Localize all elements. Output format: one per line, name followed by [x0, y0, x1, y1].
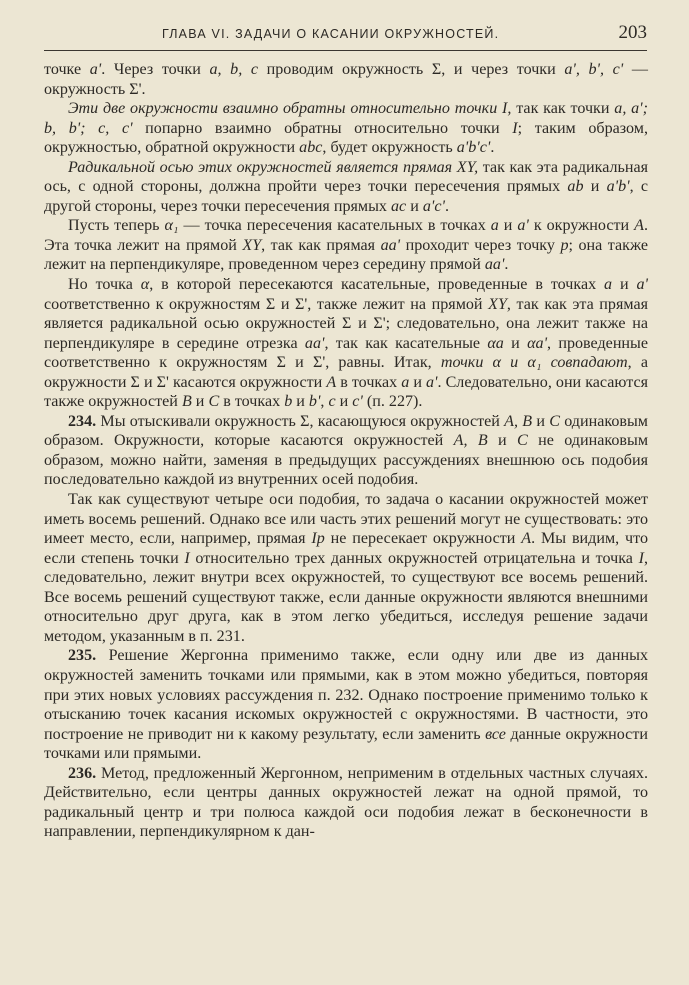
text-run: и — [498, 217, 518, 235]
paragraph — [44, 99, 648, 158]
italic-text: C — [549, 412, 560, 430]
italic-text: A — [521, 530, 532, 548]
text-run: не пересекает окружности — [324, 530, 522, 548]
italic-text: ac — [390, 197, 407, 215]
text-run: и — [409, 373, 426, 391]
italic-text: aa' — [304, 334, 325, 352]
italic-text: C — [517, 432, 528, 450]
text-run: точке — [44, 61, 90, 78]
text-run: и — [532, 412, 550, 430]
text-run: , проведенные соответственно к окружностям Σ и Σ', равны. Итак, — [44, 334, 649, 372]
text-run: и — [583, 178, 607, 196]
italic-text: aa' — [484, 256, 505, 274]
text-run: , следовательно, лежит внутри всех окружностей, то существуют все восемь решений. Все восемь решений существуют также, если данные окружности являются внешними относительно друг друга, как в этом легко убедиться, исследуя решение задачи методом, указанным в п. 231. — [44, 549, 649, 645]
text-run: , будет окружность — [322, 139, 457, 157]
italic-text: I — [512, 119, 518, 137]
italic-text: α₁ — [164, 217, 179, 235]
section-number: 235. — [68, 647, 97, 665]
text-run: Метод, предложенный Жергонном, неприменим в отдельных частных случаях. Действительно, если центры данных окружностей лежат на одной прямой, то радикальный центр и три полюса каждой оси подобия лежат в бесконечности в направлении, перпендикулярном к дан- — [44, 764, 648, 841]
text-run: . Следовательно, они касаются также окружностей — [44, 373, 648, 411]
text-run: . — [444, 197, 449, 215]
text-run: Но точка — [68, 276, 141, 294]
italic-text: a — [401, 373, 410, 391]
italic-text: c' — [352, 393, 363, 411]
text-run: к окружности — [528, 217, 635, 235]
paragraph — [44, 646, 648, 763]
italic-text: b — [284, 393, 293, 411]
italic-text: A, B — [453, 432, 488, 450]
text-run: . — [504, 256, 509, 274]
italic-text: a, b, c — [209, 61, 259, 78]
italic-text: все — [485, 725, 506, 743]
italic-text: a'b'c' — [456, 139, 491, 157]
text-run: . — [490, 139, 495, 157]
text-run: и — [191, 393, 209, 411]
italic-text: a, a'; b, b'; c, c' — [44, 100, 648, 137]
italic-text: A, B — [504, 412, 533, 430]
text-run: и — [335, 393, 353, 411]
page-number: 203 — [618, 22, 647, 43]
paragraph — [44, 764, 648, 842]
italic-text: XY — [242, 236, 262, 254]
text-run: и — [292, 393, 309, 411]
italic-text: a' — [426, 373, 438, 391]
paragraph — [44, 60, 648, 99]
text-run: относительно трех данных окружностей отрицательна и точка — [189, 549, 639, 567]
italic-text: abc — [299, 139, 323, 157]
italic-text: αa — [487, 334, 504, 352]
section-number: 234. — [68, 412, 97, 430]
text-run: . Мы видим, что если степень точки — [44, 530, 648, 567]
text-run: проводим окружность Σ, и через точки — [258, 61, 565, 78]
text-run: , — [320, 393, 329, 411]
italic-text: aa' — [380, 236, 401, 254]
italic-text: a' — [89, 61, 102, 78]
italic-text: a' — [636, 276, 648, 294]
paragraph — [44, 275, 648, 412]
paragraph — [44, 412, 648, 490]
text-run: , а окружности Σ и Σ' касаются окружности — [44, 354, 648, 391]
text-run: , с другой стороны, через точки пересечения прямых — [44, 178, 648, 215]
text-run: . Эта точка лежит на прямой — [44, 217, 648, 254]
italic-text: b' — [308, 393, 321, 411]
italic-text: a — [490, 217, 499, 235]
page-header — [44, 22, 647, 51]
text-run: , так как касательные — [324, 334, 488, 352]
italic-text: p — [560, 236, 569, 254]
text-run: и — [487, 432, 518, 450]
italic-text: a', b', c' — [564, 61, 624, 78]
text-run: . Через точки — [101, 61, 210, 78]
paragraph — [44, 216, 648, 275]
italic-text: ab — [567, 178, 584, 196]
body-text — [44, 60, 648, 842]
text-run: в точках — [219, 393, 285, 411]
text-run: и — [406, 197, 423, 215]
italic-text: a'b' — [606, 178, 630, 196]
text-run: (п. 227). — [362, 393, 423, 411]
italic-text: A — [326, 373, 337, 391]
italic-text: Эти две окружности взаимно обратны относительно точки I, — [68, 100, 512, 118]
text-run: — точка пересечения касательных в точках — [178, 217, 491, 235]
text-run: соответственно к окружностям Σ и Σ', также лежит на прямой — [44, 295, 489, 313]
italic-text: a'c' — [422, 197, 445, 215]
text-run: , так как прямая — [261, 236, 381, 254]
italic-text: B — [181, 393, 192, 411]
italic-text: XY — [488, 295, 507, 313]
text-run: Пусть теперь — [68, 217, 165, 235]
paragraph — [44, 158, 648, 217]
text-run: и — [612, 276, 637, 294]
text-run: ; таким образом, окружностью, обратной окружности — [44, 119, 648, 157]
italic-text: A — [634, 217, 644, 235]
text-run: Мы отыскивали окружность Σ, касающуюся окружностей — [96, 412, 505, 430]
section-number: 236. — [68, 764, 97, 782]
italic-text: a' — [517, 217, 529, 235]
text-run: так как точки — [511, 100, 615, 118]
italic-text: C — [208, 393, 220, 411]
italic-text: c — [328, 393, 336, 411]
italic-text: Радикальной осью этих окружностей является прямая XY, — [68, 158, 479, 176]
text-run: ; она также лежит на перпендикуляре, проведенном через середину прямой — [44, 236, 648, 274]
italic-text: I — [638, 549, 644, 567]
text-run: одинаковым образом. Окружности, которые касаются окружностей — [44, 412, 648, 450]
text-run: в точках — [336, 373, 402, 391]
italic-text: Ip — [311, 530, 325, 548]
text-run: данные окружности точками или прямыми. — [44, 725, 648, 763]
text-run: , в которой пересекаются касательные, проведенные в точках — [149, 276, 605, 294]
italic-text: a — [604, 276, 613, 294]
text-run: и — [503, 334, 528, 352]
italic-text: α — [140, 276, 150, 294]
running-head: ГЛАВА VI. ЗАДАЧИ О КАСАНИИ ОКРУЖНОСТЕЙ. — [162, 27, 500, 41]
italic-text: αa' — [527, 334, 548, 352]
italic-text: I — [184, 549, 190, 567]
paragraph — [44, 490, 648, 646]
text-run: не одинаковым образом, можно найти, заменяя в предыдущих рассуждениях внешнюю ось подобия последовательно каждой из внутренних осей подобия. — [44, 432, 649, 489]
text-run: так как эта радикальная ось, с одной стороны, должна пройти через точки пересечения прямых — [44, 158, 649, 196]
text-run: попарно взаимно обратны относительно точки — [132, 119, 513, 137]
text-run: — окружность Σ'. — [44, 61, 648, 98]
text-run: Так как существуют четыре оси подобия, то задача о касании окружностей может иметь восемь решений. Однако все или часть этих решений могут не существовать: это имеет место, если, например, прямая — [44, 491, 648, 548]
text-run: , так как эта прямая является радикальной осью окружностей Σ и Σ'; следовательно, она лежит также на перпендикуляре в середине отрезка — [44, 295, 648, 352]
text-run: Решение Жергонна применимо также, если одну или две из данных окружностей заменить точками или прямыми, как в этом можно убедиться, повторяя при этих новых условиях рассуждения п. 232. Однако построение применимо только к отысканию точек касания искомых окружностей с окружностями. В частности, это построение не приводит ни к какому результату, если заменить — [44, 647, 648, 743]
text-run: проходит через точку — [400, 236, 561, 254]
italic-text: точки α и α₁ совпадают — [440, 354, 628, 372]
